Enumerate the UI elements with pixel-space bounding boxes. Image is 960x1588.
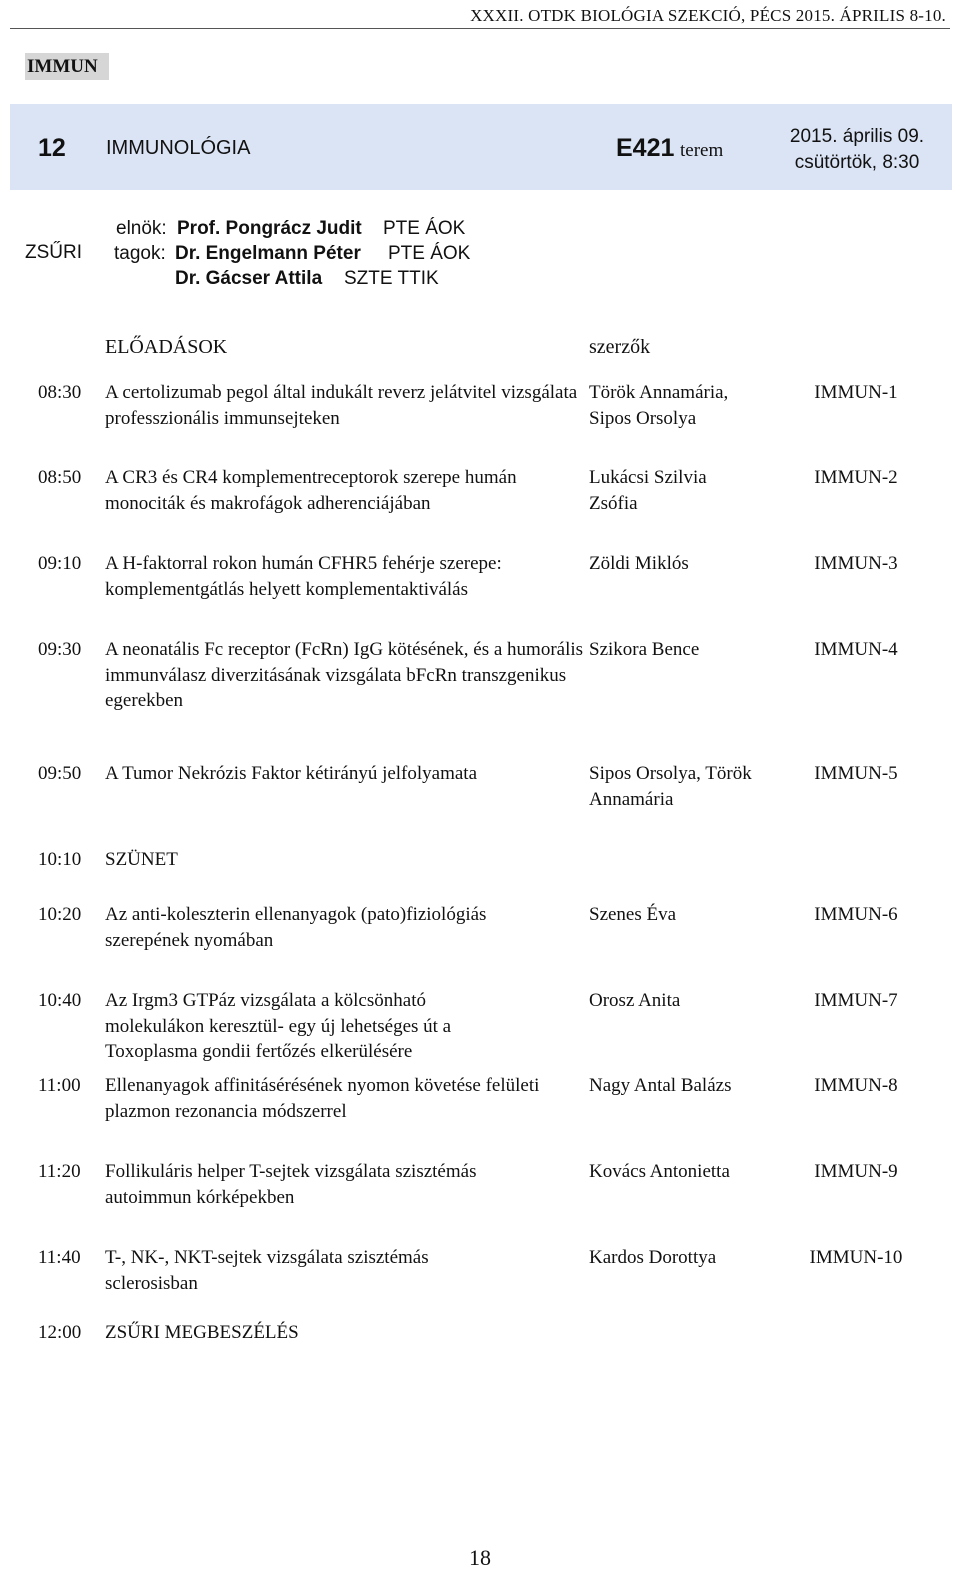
talk-authors: Nagy Antal Balázs — [589, 1075, 732, 1096]
closing-label: ZSŰRI MEGBESZÉLÉS — [105, 1322, 299, 1343]
jury-member-row — [116, 266, 439, 291]
talk-authors: Sipos Orsolya, Török Annamária — [589, 763, 752, 810]
talk-code: IMMUN-3 — [814, 553, 898, 574]
talk-title: Ellenanyagok affinitásérésének nyomon követése felületi plazmon rezonancia módszerrel — [105, 1075, 540, 1122]
talk-code: IMMUN-4 — [814, 639, 898, 660]
talk-time: 09:50 — [38, 763, 82, 784]
room-word: terem — [680, 140, 724, 161]
session-name: IMMUNOLÓGIA — [106, 137, 251, 159]
talk-time: 11:40 — [38, 1247, 81, 1268]
header-rule — [10, 28, 950, 29]
session-band — [10, 104, 952, 190]
talk-time: 11:00 — [38, 1075, 81, 1096]
talk-code: IMMUN-8 — [814, 1075, 898, 1096]
talk-authors: Török Annamária, Sipos Orsolya — [589, 382, 729, 429]
talk-authors: Orosz Anita — [589, 990, 681, 1011]
session-date — [782, 124, 932, 176]
jury-label: ZSŰRI — [25, 242, 82, 263]
talk-title: A neonatális Fc receptor (FcRn) IgG kötésének, és a humorális immunválasz diverzitásának vizsgálata bFcRn transzgenikus egerekben — [105, 639, 584, 711]
talk-time: 09:10 — [38, 553, 82, 574]
talk-title: Follikuláris helper T-sejtek vizsgálata szisztémás autoimmun kórképekben — [105, 1161, 477, 1208]
talk-time: 12:00 — [38, 1322, 82, 1343]
section-tag: IMMUN — [25, 53, 109, 80]
talk-time: 10:10 — [38, 849, 82, 870]
session-date-time: csütörtök, 8:30 — [794, 152, 920, 173]
jury-list — [114, 216, 471, 291]
jury-member-inst: PTE ÁOK — [388, 243, 471, 264]
talk-authors: Kovács Antonietta — [589, 1161, 730, 1182]
talk-time: 08:30 — [38, 382, 82, 403]
talk-code: IMMUN-6 — [814, 904, 898, 925]
talk-time: 10:40 — [38, 990, 82, 1011]
jury-member-name: Dr. Engelmann Péter — [175, 243, 361, 264]
talk-time: 09:30 — [38, 639, 82, 660]
running-header: XXXII. OTDK BIOLÓGIA SZEKCIÓ, PÉCS 2015. ÁPRILIS 8-10. — [470, 6, 946, 25]
break-label: SZÜNET — [105, 849, 178, 870]
jury-chair-row — [116, 216, 466, 241]
talk-authors: Zöldi Miklós — [589, 553, 689, 574]
jury-members-role: tagok: — [114, 243, 166, 264]
talk-code: IMMUN-1 — [814, 382, 898, 403]
jury-member-row — [114, 241, 471, 266]
talks-column-header: ELŐADÁSOK — [105, 336, 228, 358]
talk-code: IMMUN-10 — [809, 1247, 903, 1268]
jury-chair-role: elnök: — [116, 218, 167, 239]
talk-code: IMMUN-5 — [814, 763, 898, 784]
page-number: 18 — [469, 1545, 491, 1570]
talk-authors: Kardos Dorottya — [589, 1247, 717, 1268]
talk-title: T-, NK-, NKT-sejtek vizsgálata szisztémás sclerosisban — [105, 1247, 429, 1294]
talk-authors: Szikora Bence — [589, 639, 700, 660]
room-number: E421 — [616, 134, 675, 162]
talk-code: IMMUN-7 — [814, 990, 898, 1011]
talk-code: IMMUN-9 — [814, 1161, 898, 1182]
talk-time: 08:50 — [38, 467, 82, 488]
session-number: 12 — [38, 134, 66, 162]
jury-chair-name: Prof. Pongrácz Judit — [177, 218, 362, 239]
talk-authors: Szenes Éva — [589, 904, 677, 925]
talk-authors: Lukácsi Szilvia Zsófia — [589, 467, 707, 514]
authors-column-header: szerzők — [589, 336, 651, 358]
talk-code: IMMUN-2 — [814, 467, 898, 488]
talk-title: A Tumor Nekrózis Faktor kétirányú jelfolyamata — [105, 763, 478, 784]
talk-title: Az Irgm3 GTPáz vizsgálata a kölcsönható molekulákon keresztül- egy új lehetséges út a Toxoplasma gondii fertőzés elkerülésére — [105, 990, 452, 1062]
talk-title: Az anti-koleszterin ellenanyagok (pato)fiziológiás szerepének nyomában — [105, 904, 487, 951]
jury-chair-inst: PTE ÁOK — [383, 218, 466, 239]
talk-title: A certolizumab pegol által indukált reverz jelátvitel vizsgálata professzionális immunsejteken — [105, 382, 578, 429]
session-date-day: 2015. április 09. — [789, 126, 925, 147]
jury-member-inst: SZTE TTIK — [344, 268, 439, 289]
talk-time: 11:20 — [38, 1161, 81, 1182]
jury-member-name: Dr. Gácser Attila — [175, 268, 323, 289]
talk-time: 10:20 — [38, 904, 82, 925]
talk-title: A H-faktorral rokon humán CFHR5 fehérje szerepe: komplementgátlás helyett komplementaktiválás — [105, 553, 502, 600]
talk-title: A CR3 és CR4 komplementreceptorok szerepe humán monociták és makrofágok adherenciájában — [105, 467, 517, 514]
